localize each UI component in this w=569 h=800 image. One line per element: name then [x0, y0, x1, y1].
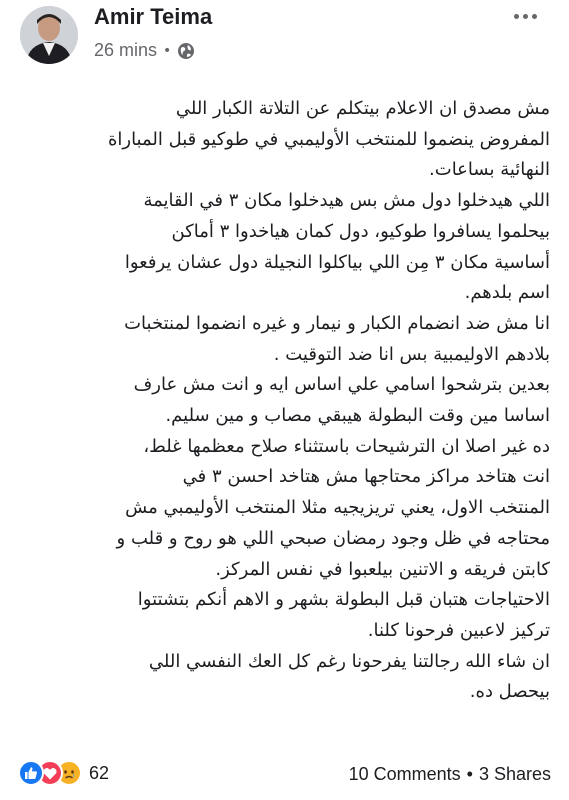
post-line: النهائية بساعات. — [429, 159, 550, 181]
shares-count-link[interactable]: 3 Shares — [478, 764, 551, 784]
post-line: محتاجه في ظل وجود رمضان صبحي اللي هو روح و قلب و — [116, 527, 550, 549]
post-line: مش مصدق ان الاعلام بيتكلم عن التلاتة الكبار اللي — [175, 98, 550, 119]
post-header — [0, 0, 569, 80]
post-line: كابتن فريقه و الاتنين بيلعبوا في نفس المركز. — [215, 558, 550, 580]
post-meta — [94, 40, 195, 61]
avatar[interactable] — [20, 6, 78, 64]
globe-icon[interactable] — [177, 42, 195, 60]
post-line: بيحلموا يسافروا طوكيو، دول كمان هياخدوا ٣ أماكن — [171, 220, 550, 242]
post-footer — [0, 758, 569, 790]
post-line: بعدين بترشحوا اسامي علي اساس ايه و انت مش عارف — [133, 374, 550, 396]
post-line: ان شاء الله رجالتنا يفرحونا رغم كل العك النفسي اللي — [148, 650, 550, 672]
post-line: تركيز لاعبين فرحونا كلنا. — [367, 619, 550, 641]
like-icon — [18, 760, 44, 786]
post-line: اساسا مين وقت البطولة هيبقي مصاب و مين سليم. — [165, 405, 550, 427]
post-line: اسم بلدهم. — [464, 282, 550, 304]
post-line: بيحصل ده. — [469, 681, 550, 703]
more-horizontal-icon[interactable] — [510, 10, 541, 23]
post-time[interactable]: 26 mins — [94, 40, 158, 60]
stats-separator: • — [466, 764, 473, 784]
post-line: المنتخب الاول، يعني تريزيجيه مثلا المنتخب الأوليمبي مش — [125, 497, 550, 519]
post-line: انا مش ضد انضمام الكبار و نيمار و غيره انضموا لمنتخبات — [124, 312, 550, 334]
meta-separator: • — [163, 42, 172, 59]
post-line: انت هتاخد مراكز محتاجها مش هتاخد احسن ٣ في — [182, 466, 550, 488]
post-line: المفروض ينضموا للمنتخب الأوليمبي في طوكيو قبل المباراة — [107, 128, 550, 150]
post-line: الاحتياجات هتبان قبل البطولة بشهر و الاهم أنكم بتشتتوا — [137, 589, 550, 611]
avatar-image — [20, 6, 78, 64]
reaction-count: 62 — [89, 762, 110, 783]
post-line: بلادهم الاوليمبية بس انا ضد التوقيت . — [273, 343, 550, 365]
comments-count-link[interactable]: 10 Comments — [348, 764, 461, 784]
reactions-summary[interactable] — [18, 760, 109, 786]
post-text — [30, 94, 550, 708]
post-line: أساسية مكان ٣ مِن اللي بياكلوا النجيلة دول عشان يرفعوا — [124, 251, 550, 273]
author-name[interactable]: Amir Teima — [94, 4, 213, 29]
post-line: اللي هيدخلوا دول مش بس هيدخلوا مكان ٣ في القايمة — [143, 190, 550, 212]
post-line: ده غير اصلا ان الترشيحات باستثناء صلاح معظمها غلط، — [143, 435, 550, 457]
engagement-stats — [349, 764, 551, 785]
